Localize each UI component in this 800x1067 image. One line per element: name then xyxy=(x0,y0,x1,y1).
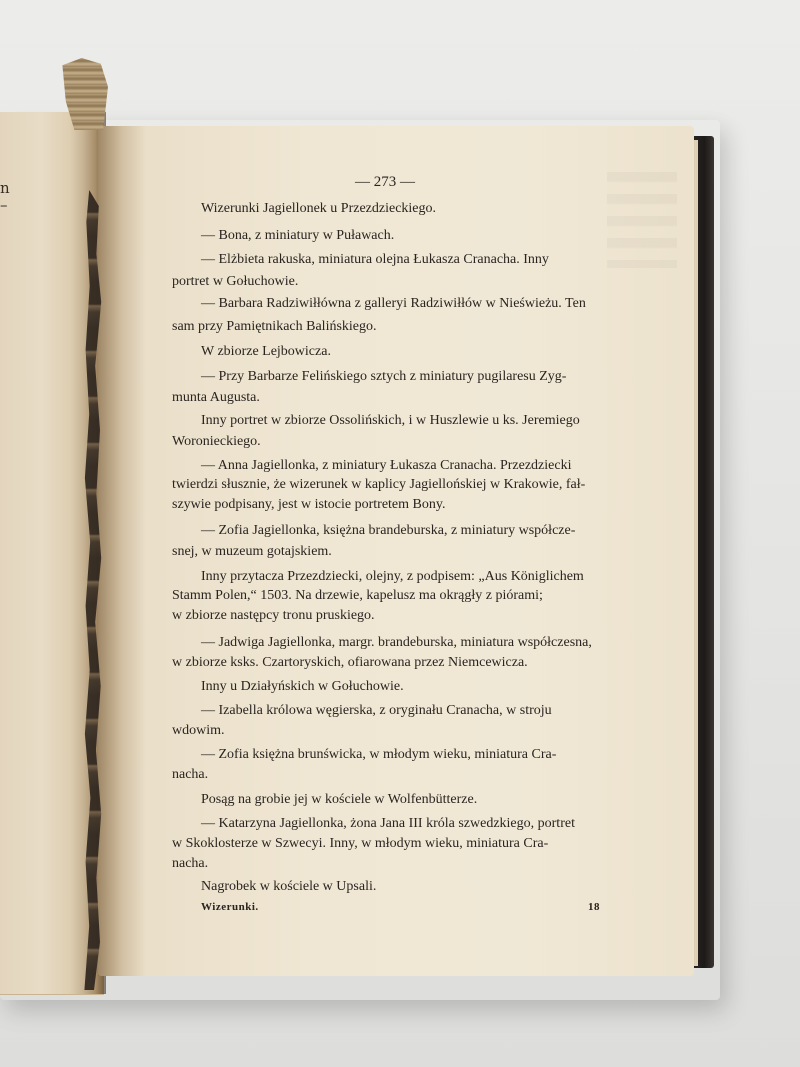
text-line: wdowim. xyxy=(172,723,225,738)
text-line: — Jadwiga Jagiellonka, margr. brandeburska, miniatura współczesna, xyxy=(201,635,592,650)
text-line: Inny u Działyńskich w Gołuchowie. xyxy=(201,679,404,694)
text-line: sam przy Pamiętnikach Balińskiego. xyxy=(172,319,377,334)
text-line: — Izabella królowa węgierska, z oryginału Cranacha, w stroju xyxy=(201,703,552,718)
text-line: Nagrobek w kościele w Upsali. xyxy=(201,879,377,894)
text-line: Inny przytacza Przezdziecki, olejny, z podpisem: „Aus Königlichem xyxy=(201,569,584,584)
text-line: Wizerunki Jagiellonek u Przezdzieckiego. xyxy=(201,201,437,216)
text-line: w zbiorze następcy tronu pruskiego. xyxy=(172,608,375,623)
right-page-gutter-shadow xyxy=(98,126,146,976)
left-page-text-fragment: n xyxy=(0,179,10,197)
text-line: — Przy Barbarze Felińskiego sztych z miniatury pugilaresu Zyg- xyxy=(201,369,567,384)
text-line: Inny portret w zbiorze Ossolińskich, i w Huszlewie u ks. Jeremiego xyxy=(201,413,580,428)
text-line: twierdzi słusznie, że wizerunek w kaplicy Jagiellońskiej w Krakowie, fał- xyxy=(172,477,586,492)
text-line: — Bona, z miniatury w Puławach. xyxy=(201,228,395,243)
footer-signature: Wizerunki. xyxy=(201,901,259,913)
text-line: szywie podpisany, jest w istocie portretem Bony. xyxy=(172,497,446,512)
text-line: Stamm Polen,“ 1503. Na drzewie, kapelusz ma okrągły z piórami; xyxy=(172,588,543,603)
left-page-text-fragment: – xyxy=(0,196,8,214)
text-line: — Barbara Radziwiłłówna z galleryi Radziwiłłów w Nieświeżu. Ten xyxy=(201,296,586,311)
text-line: nacha. xyxy=(172,767,209,782)
show-through xyxy=(607,172,677,268)
page-header: — 273 — xyxy=(355,174,415,190)
text-line: — Elżbieta rakuska, miniatura olejna Łukasza Cranacha. Inny xyxy=(201,252,549,267)
text-line: w Skoklosterze w Szwecyi. Inny, w młodym wieku, miniatura Cra- xyxy=(172,836,549,851)
text-line: — Zofia Jagiellonka, księżna brandeburska, z miniatury współcze- xyxy=(201,523,576,538)
text-line: Posąg na grobie jej w kościele w Wolfenbütterze. xyxy=(201,792,478,807)
text-line: snej, w muzeum gotajskiem. xyxy=(172,544,332,559)
footer-sheet-number: 18 xyxy=(588,901,600,913)
text-line: W zbiorze Lejbowicza. xyxy=(201,344,331,359)
text-line: nacha. xyxy=(172,856,209,871)
text-line: w zbiorze ksks. Czartoryskich, ofiarowana przez Niemcewicza. xyxy=(172,655,528,670)
text-line: portret w Gołuchowie. xyxy=(172,274,299,289)
text-line: Woronieckiego. xyxy=(172,434,261,449)
text-line: — Zofia księżna brunświcka, w młodym wieku, miniatura Cra- xyxy=(201,747,557,762)
text-line: — Anna Jagiellonka, z miniatury Łukasza Cranacha. Przezdziecki xyxy=(201,458,572,473)
text-line: — Katarzyna Jagiellonka, żona Jana III króla szwedzkiego, portret xyxy=(201,816,575,831)
text-line: munta Augusta. xyxy=(172,390,260,405)
